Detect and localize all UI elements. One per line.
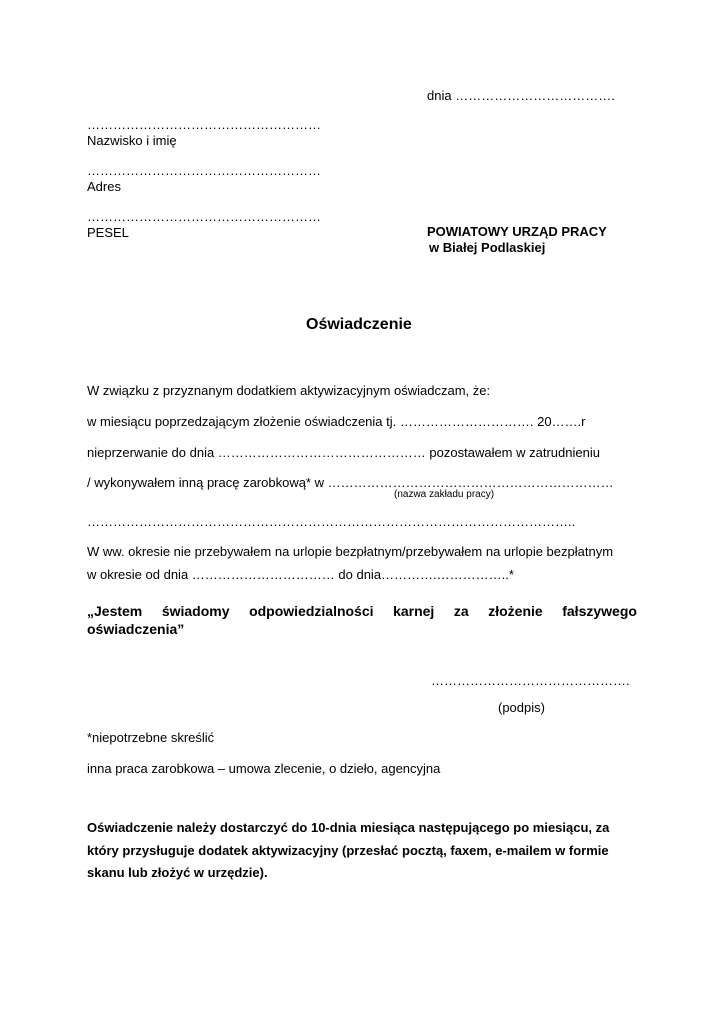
delivery-note-line-2: który przysługuje dodatek aktywizacyjny (przesłać pocztą, faxem, e-mailem w formie [87,842,609,858]
body-line-3: nieprzerwanie do dnia ………………………………………… pozostawałem w zatrudnieniu [87,445,600,460]
liability-declaration [87,602,637,638]
address-dots: ……………………………………………… [87,163,321,178]
pesel-dots: ……………………………………………… [87,209,321,224]
declaration-word: odpowiedzialności [249,603,374,619]
body-line-7: w okresie od dnia …………………………… do dnia………….……………..* [87,567,514,582]
declaration-line-2: oświadczenia” [87,621,185,637]
signature-dots: ………………………………………. [431,673,630,688]
address-label: Adres [87,179,121,194]
name-dots: ……………………………………………… [87,117,321,132]
footnote-strike: *niepotrzebne skreślić [87,730,215,745]
delivery-note [87,817,647,885]
name-label: Nazwisko i imię [87,133,177,148]
workplace-caption: (nazwa zakładu pracy) [394,489,495,500]
footnote-other-work: inna praca zarobkowa – umowa zlecenie, o dzieło, agencyjna [87,761,441,776]
declaration-word: fałszywego [562,603,637,619]
pesel-label: PESEL [87,225,129,240]
date-line: dnia ………………………………. [427,88,615,103]
body-line-5: ………………………………………………………………………………………………….. [87,514,576,529]
declaration-word: karnej [393,603,435,619]
declaration-word: złożenie [488,603,543,619]
body-line-1: W związku z przyznanym dodatkiem aktywizacyjnym oświadczam, że: [87,383,491,398]
body-line-4: / wykonywałem inną pracę zarobkową* w ………………………………………………………… [87,475,614,490]
declaration-word: za [453,603,469,619]
delivery-note-line-3: skanu lub złożyć w urzędzie). [87,865,268,880]
page-title: Oświadczenie [306,316,412,333]
addressee-city: w Białej Podlaskiej [429,240,546,255]
addressee-office: POWIATOWY URZĄD PRACY [427,224,607,239]
body-line-6: W ww. okresie nie przebywałem na urlopie bezpłatnym/przebywałem na urlopie bezpłatnym [87,544,614,559]
declaration-word: świadomy [161,603,230,619]
delivery-note-line-1: Oświadczenie należy dostarczyć do 10-dnia miesiąca następującego po miesiącu, za [87,820,610,835]
body-line-2: w miesiącu poprzedzającym złożenie oświadczenia tj. …………………………. 20…….r [87,414,586,429]
declaration-word: „Jestem [87,603,143,619]
signature-label: (podpis) [498,700,545,715]
